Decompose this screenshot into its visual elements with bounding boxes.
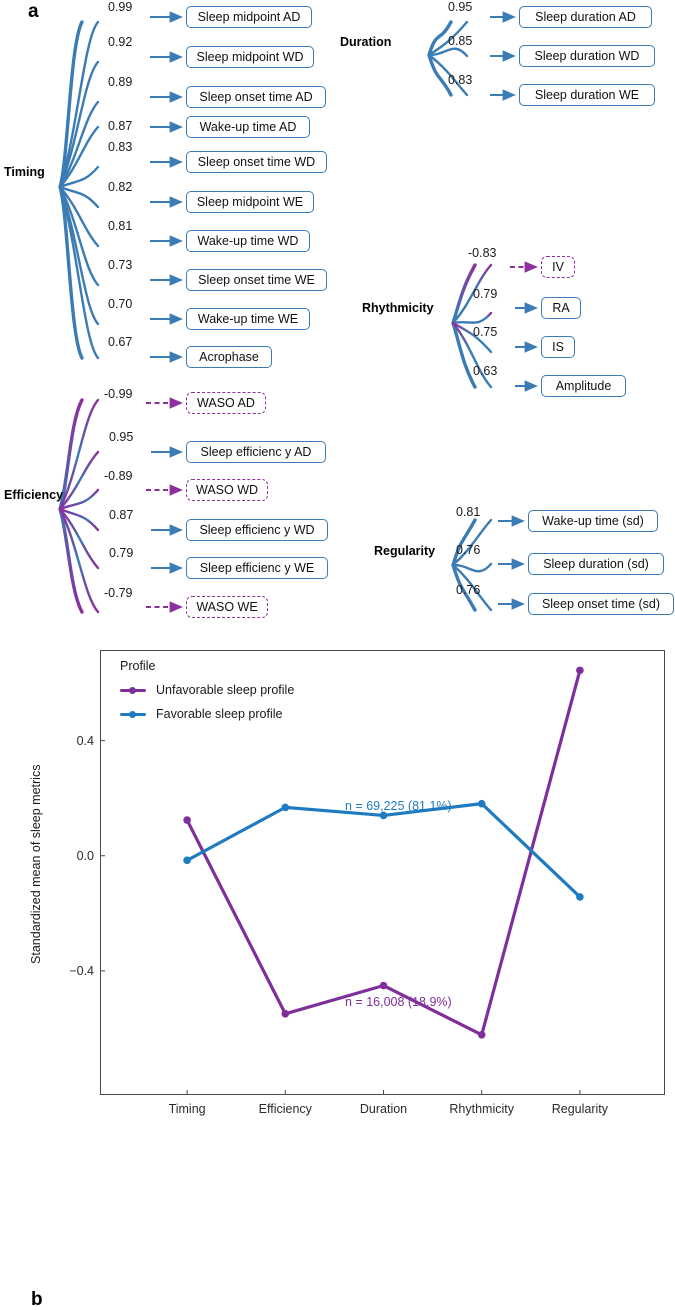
legend-label: Favorable sleep profile — [156, 707, 283, 722]
loading-coefficient: 0.63 — [473, 364, 498, 378]
loading-coefficient: 0.87 — [109, 508, 134, 522]
panel-b-label: b — [31, 1289, 43, 1310]
metric-node: Acrophase — [186, 346, 272, 368]
metric-node: Sleep duration (sd) — [528, 553, 664, 575]
metric-node: Sleep duration AD — [519, 6, 652, 28]
metric-node: Sleep midpoint WD — [186, 46, 314, 68]
series-count-annotation: n = 16,008 (18.9%) — [345, 995, 452, 1009]
metric-node: Sleep duration WD — [519, 45, 655, 67]
loading-coefficient: 0.82 — [108, 180, 133, 194]
loading-coefficient: 0.95 — [109, 430, 134, 444]
loading-coefficient: 0.81 — [456, 505, 481, 519]
metric-node: Sleep efficienc y WD — [186, 519, 328, 541]
data-point — [576, 667, 584, 675]
x-tick-label-regularity: Regularity — [551, 1102, 609, 1116]
loading-coefficient: 0.76 — [456, 543, 481, 557]
brace-branch — [60, 400, 98, 509]
brace-branch — [60, 187, 98, 358]
loading-coefficient: 0.67 — [108, 335, 133, 349]
cluster-label-regularity: Regularity — [374, 544, 436, 558]
data-point — [380, 982, 388, 990]
legend-title: Profile — [120, 659, 156, 673]
loading-coefficient: 0.79 — [473, 287, 498, 301]
loading-coefficient: -0.83 — [468, 246, 497, 260]
cluster-label-timing: Timing — [4, 165, 45, 179]
data-point — [478, 800, 486, 808]
loading-coefficient: 0.70 — [108, 297, 133, 311]
loading-coefficient: -0.89 — [104, 469, 133, 483]
legend-item[interactable] — [120, 705, 360, 725]
metric-node: Sleep duration WE — [519, 84, 655, 106]
metric-node: Wake-up time (sd) — [528, 510, 658, 532]
panel-a-diagram — [0, 0, 675, 640]
chart-legend — [120, 660, 360, 729]
loading-coefficient: 0.99 — [108, 0, 133, 14]
loading-coefficient: 0.92 — [108, 35, 133, 49]
y-axis-title: Standardized mean of sleep metrics — [28, 764, 43, 964]
loading-coefficient: 0.81 — [108, 219, 133, 233]
metric-node: WASO WD — [186, 479, 268, 501]
cluster-label-duration: Duration — [340, 35, 392, 49]
metric-node: IS — [541, 336, 575, 358]
metric-node: Wake-up time WD — [186, 230, 310, 252]
cluster-label-rhythmicity: Rhythmicity — [362, 301, 434, 315]
brace-branch — [60, 22, 98, 187]
loading-coefficient: 0.83 — [448, 73, 473, 87]
metric-node: Sleep onset time AD — [186, 86, 326, 108]
loading-coefficient: 0.87 — [108, 119, 133, 133]
metric-node: WASO WE — [186, 596, 268, 618]
metric-node: Amplitude — [541, 375, 626, 397]
series-count-annotation: n = 69,225 (81.1%) — [345, 799, 452, 813]
metric-node: IV — [541, 256, 575, 278]
metric-node: Sleep efficienc y AD — [186, 441, 326, 463]
metric-node: Sleep midpoint AD — [186, 6, 312, 28]
metric-node: WASO AD — [186, 392, 266, 414]
brace-branch — [60, 62, 98, 187]
metric-node: RA — [541, 297, 581, 319]
metric-node: Sleep efficienc y WE — [186, 557, 328, 579]
data-point — [576, 893, 584, 901]
data-point — [183, 857, 191, 865]
data-point — [282, 804, 290, 812]
y-tick-label: 0.0 — [76, 848, 94, 863]
data-point — [282, 1010, 290, 1018]
legend-key-icon — [120, 684, 146, 698]
x-tick-label-rhythmicity: Rhythmicity — [449, 1102, 514, 1116]
loading-coefficient: 0.73 — [108, 258, 133, 272]
loading-coefficient: -0.99 — [104, 387, 133, 401]
metric-node: Wake-up time WE — [186, 308, 310, 330]
loading-coefficient: 0.76 — [456, 583, 481, 597]
data-point — [183, 816, 191, 824]
loading-coefficient: 0.83 — [108, 140, 133, 154]
loading-coefficient: 0.85 — [448, 34, 473, 48]
loading-coefficient: 0.75 — [473, 325, 498, 339]
loading-coefficient: 0.95 — [448, 0, 473, 14]
legend-label: Unfavorable sleep profile — [156, 683, 295, 698]
x-tick-label-timing: Timing — [168, 1102, 206, 1116]
loading-coefficient: 0.79 — [109, 546, 134, 560]
y-tick-label: −0.4 — [69, 963, 94, 978]
metric-node: Sleep onset time (sd) — [528, 593, 674, 615]
metric-node: Sleep onset time WE — [186, 269, 327, 291]
panel-a-label: a — [28, 1, 39, 22]
cluster-label-efficiency: Efficiency — [4, 488, 64, 502]
y-tick-label: 0.4 — [76, 733, 94, 748]
metric-node: Sleep midpoint WE — [186, 191, 314, 213]
loading-coefficient: 0.89 — [108, 75, 133, 89]
metric-node: Sleep onset time WD — [186, 151, 327, 173]
legend-key-icon — [120, 708, 146, 722]
data-point — [478, 1031, 486, 1039]
metric-node: Wake-up time AD — [186, 116, 310, 138]
legend-item[interactable] — [120, 681, 360, 701]
loading-coefficient: -0.79 — [104, 586, 133, 600]
x-tick-label-duration: Duration — [359, 1102, 408, 1116]
x-tick-label-efficiency: Efficiency — [258, 1102, 312, 1116]
panel-b-chart — [0, 640, 675, 1310]
